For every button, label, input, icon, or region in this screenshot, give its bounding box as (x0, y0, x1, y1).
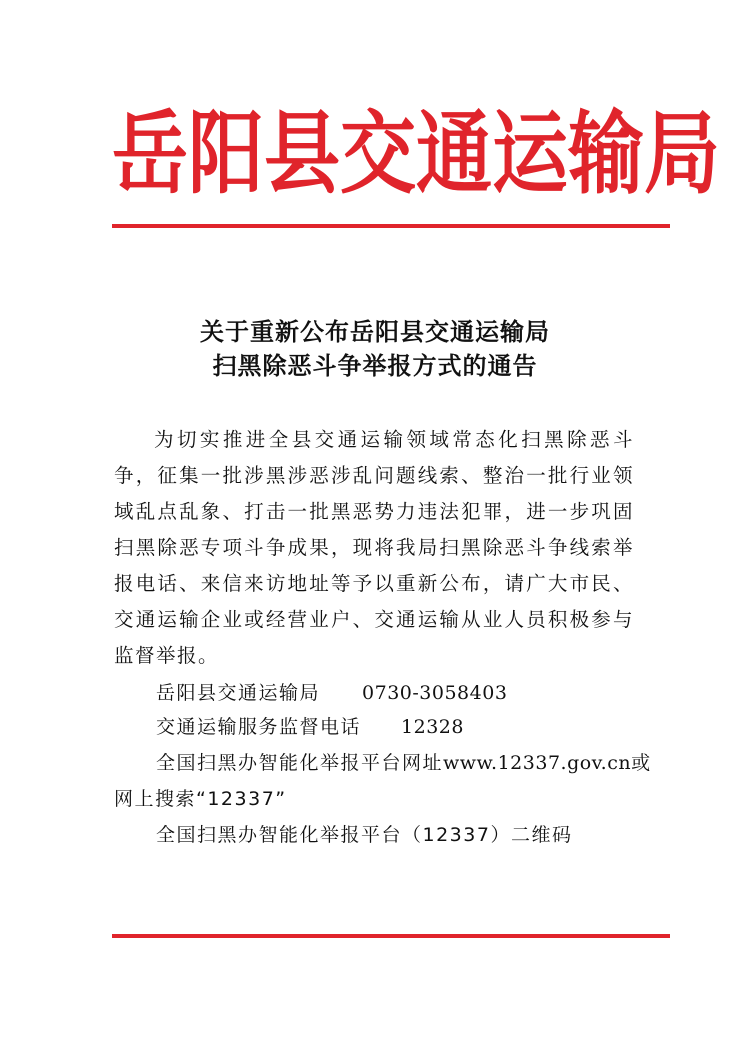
masthead-char: 局 (644, 100, 720, 206)
contact-hotline (156, 710, 464, 744)
masthead-char: 通 (416, 100, 492, 206)
contact-platform (156, 746, 652, 780)
footer-divider (112, 934, 670, 938)
masthead-char: 运 (492, 100, 568, 206)
masthead-char: 交 (340, 100, 416, 206)
contact-qr-label: 全国扫黑办智能化举报平台（12337）二维码 (156, 824, 573, 846)
contact-bureau-phone: 0730-3058403 (362, 682, 508, 704)
contact-platform-prefix: 全国扫黑办智能化举报平台网址 (156, 752, 444, 774)
contact-bureau (156, 676, 507, 710)
masthead-char: 岳 (112, 100, 188, 206)
contact-platform-url: www.12337.gov.cn (443, 752, 632, 774)
contact-bureau-label: 岳阳县交通运输局 (156, 682, 321, 704)
document-title-line-1: 关于重新公布岳阳县交通运输局 (200, 317, 550, 346)
header-divider (112, 224, 670, 228)
masthead-char: 输 (568, 100, 644, 206)
contact-hotline-number: 12328 (401, 716, 464, 738)
document-title-line-2: 扫黑除恶斗争举报方式的通告 (212, 351, 538, 380)
masthead (112, 100, 720, 206)
masthead-char: 县 (264, 100, 340, 206)
contact-hotline-label: 交通运输服务监督电话 (156, 716, 362, 738)
body-paragraph: 为切实推进全县交通运输领域常态化扫黑除恶斗争，征集一批涉黑涉恶涉乱问题线索、整治一批行业领域乱点乱象、打击一批黑恶势力违法犯罪，进一步巩固扫黑除恶专项斗争成果，现将我局扫黑除恶斗争线索举报电话、来信来访地址等予以重新公布，请广大市民、交通运输企业或经营业户、交通运输从业人员积极参与监督举报。 (114, 428, 634, 667)
contact-platform-search: 网上搜索“12337” (114, 788, 287, 810)
contact-platform-or: 或 (631, 752, 652, 774)
masthead-char: 阳 (188, 100, 264, 206)
